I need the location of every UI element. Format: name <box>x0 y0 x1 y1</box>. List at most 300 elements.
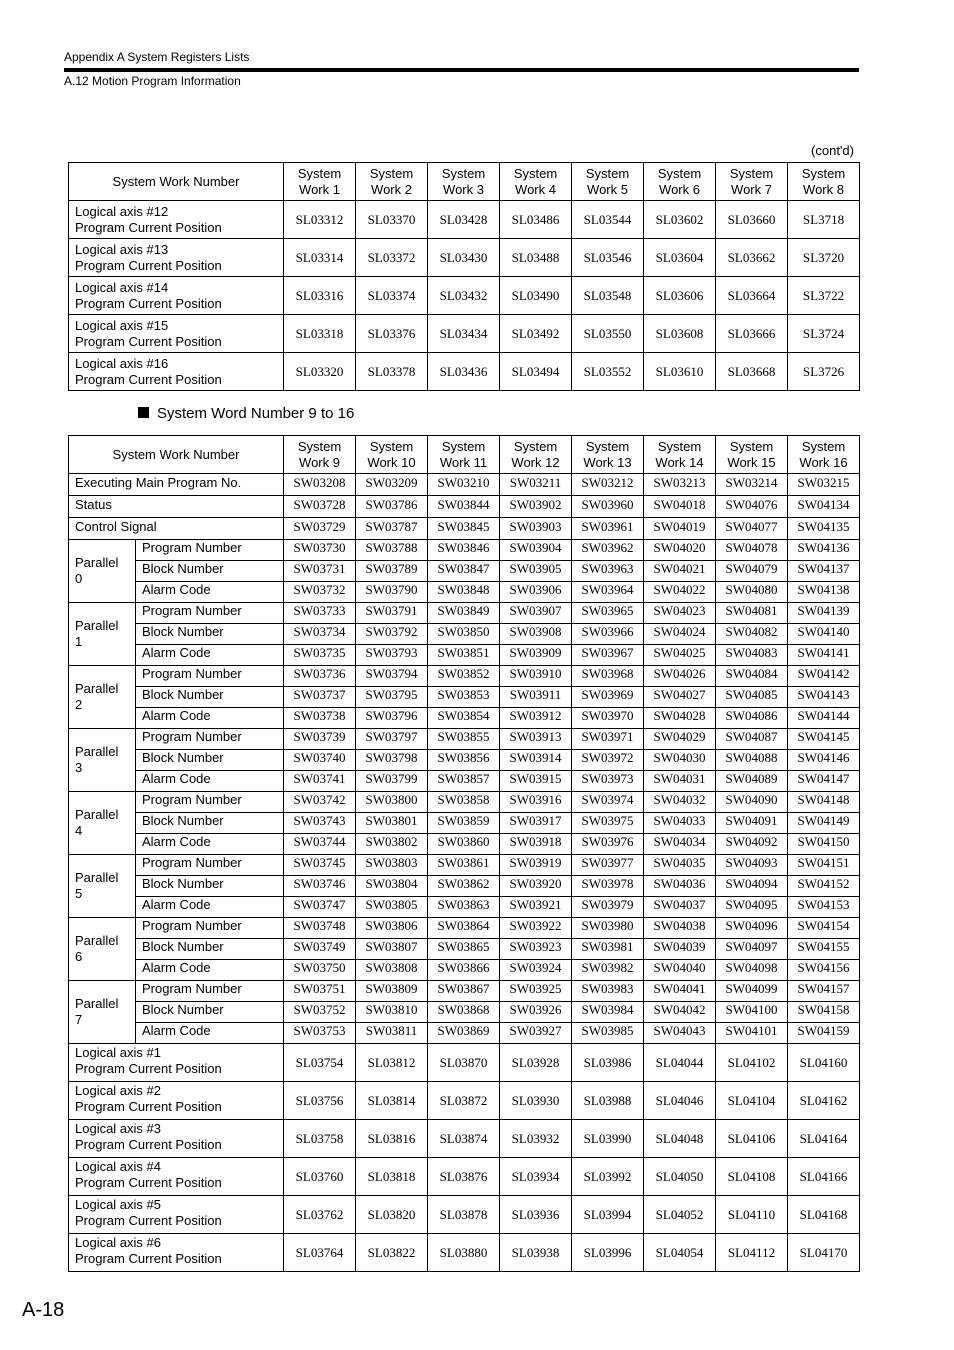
register-cell: SW03750 <box>284 960 356 981</box>
row-label: Block Number <box>136 813 284 834</box>
row-label: Alarm Code <box>136 834 284 855</box>
register-cell: SW04038 <box>644 918 716 939</box>
register-cell: SW04098 <box>716 960 788 981</box>
register-cell: SL03764 <box>284 1234 356 1272</box>
register-cell: SW03910 <box>500 666 572 687</box>
column-header <box>788 163 860 201</box>
register-cell: SW04090 <box>716 792 788 813</box>
register-cell: SW03853 <box>428 687 500 708</box>
column-header-line-2: Work 6 <box>659 181 700 197</box>
register-cell: SL03934 <box>500 1158 572 1196</box>
table-row <box>69 834 860 855</box>
parallel-group-label <box>69 981 136 1044</box>
register-cell: SW04031 <box>644 771 716 792</box>
row-label <box>69 277 284 315</box>
section-heading <box>138 405 354 422</box>
table-row <box>69 518 860 540</box>
register-cell: SW04150 <box>788 834 860 855</box>
register-cell: SW04147 <box>788 771 860 792</box>
column-header-line-2: Work 10 <box>367 454 416 470</box>
register-cell: SW03734 <box>284 624 356 645</box>
register-cell: SL04166 <box>788 1158 860 1196</box>
register-cell: SL03874 <box>428 1120 500 1158</box>
register-cell: SL03434 <box>428 315 500 353</box>
register-cell: SW04027 <box>644 687 716 708</box>
register-cell: SL04108 <box>716 1158 788 1196</box>
table-row <box>69 771 860 792</box>
register-cell: SW03965 <box>572 603 644 624</box>
register-cell: SW04025 <box>644 645 716 666</box>
row-label: Program Number <box>136 666 284 687</box>
register-cell: SW04084 <box>716 666 788 687</box>
register-cell: SW03788 <box>356 540 428 561</box>
register-cell: SW03865 <box>428 939 500 960</box>
register-cell: SW03748 <box>284 918 356 939</box>
register-cell: SL03754 <box>284 1044 356 1082</box>
row-label <box>69 1196 284 1234</box>
row-label: Control Signal <box>69 518 284 540</box>
register-cell: SW03790 <box>356 582 428 603</box>
register-cell: SL03758 <box>284 1120 356 1158</box>
register-cell: SL03544 <box>572 201 644 239</box>
register-cell: SW03972 <box>572 750 644 771</box>
column-header <box>500 436 572 474</box>
register-cell: SL03316 <box>284 277 356 315</box>
register-cell: SW03789 <box>356 561 428 582</box>
register-cell: SL03372 <box>356 239 428 277</box>
column-header-line-1: System <box>441 438 486 454</box>
row-label-line-2: Program Current Position <box>75 1099 222 1114</box>
row-label-line-1: Logical axis #14 <box>75 279 169 295</box>
row-label-line-1: Logical axis #12 <box>75 203 169 219</box>
register-cell: SW04145 <box>788 729 860 750</box>
column-header-line-2: Work 11 <box>439 454 488 470</box>
register-cell: SW03796 <box>356 708 428 729</box>
register-cell: SW03867 <box>428 981 500 1002</box>
register-cell: SW03797 <box>356 729 428 750</box>
column-header-line-2: Work 1 <box>299 181 340 197</box>
register-cell: SW04042 <box>644 1002 716 1023</box>
register-cell: SL03822 <box>356 1234 428 1272</box>
register-cell: SW03811 <box>356 1023 428 1044</box>
register-cell: SW04079 <box>716 561 788 582</box>
column-header <box>716 163 788 201</box>
register-cell: SL03872 <box>428 1082 500 1120</box>
column-header-line-2: Work 3 <box>443 181 484 197</box>
register-cell: SW04153 <box>788 897 860 918</box>
register-cell: SL03880 <box>428 1234 500 1272</box>
register-cell: SW04096 <box>716 918 788 939</box>
register-cell: SW04146 <box>788 750 860 771</box>
column-header <box>572 163 644 201</box>
column-header <box>356 163 428 201</box>
register-cell: SW03795 <box>356 687 428 708</box>
column-header-line-1: System <box>585 165 630 181</box>
register-cell: SW04159 <box>788 1023 860 1044</box>
register-cell: SL03992 <box>572 1158 644 1196</box>
corner-header: System Work Number <box>69 436 284 474</box>
table-header-row <box>69 436 860 474</box>
table-row <box>69 582 860 603</box>
register-cell: SW04097 <box>716 939 788 960</box>
register-cell: SW04141 <box>788 645 860 666</box>
table-row <box>69 353 860 391</box>
register-cell: SL03664 <box>716 277 788 315</box>
row-label: Alarm Code <box>136 771 284 792</box>
column-header-line-1: System <box>657 438 702 454</box>
register-cell: SL3722 <box>788 277 860 315</box>
row-label: Block Number <box>136 939 284 960</box>
row-label: Block Number <box>136 687 284 708</box>
row-label: Program Number <box>136 540 284 561</box>
register-cell: SL03318 <box>284 315 356 353</box>
bullet-square-icon <box>138 407 149 418</box>
register-cell: SW03210 <box>428 474 500 496</box>
table-row <box>69 939 860 960</box>
header-rule <box>64 68 859 72</box>
register-cell: SW04076 <box>716 496 788 518</box>
register-cell: SW03752 <box>284 1002 356 1023</box>
column-header <box>428 436 500 474</box>
parallel-group-label-line-1: Parallel <box>75 933 119 948</box>
register-cell: SL03608 <box>644 315 716 353</box>
register-cell: SL03602 <box>644 201 716 239</box>
register-cell: SL03928 <box>500 1044 572 1082</box>
register-cell: SW04135 <box>788 518 860 540</box>
column-header-line-2: Work 13 <box>583 454 632 470</box>
register-cell: SW04022 <box>644 582 716 603</box>
column-header-line-2: Work 2 <box>371 181 412 197</box>
register-cell: SW03974 <box>572 792 644 813</box>
column-header <box>716 436 788 474</box>
chapter-header: Appendix A System Registers Lists <box>64 50 250 64</box>
register-cell: SW04093 <box>716 855 788 876</box>
register-cell: SW03985 <box>572 1023 644 1044</box>
register-cell: SW03793 <box>356 645 428 666</box>
register-cell: SL03986 <box>572 1044 644 1082</box>
register-cell: SW03918 <box>500 834 572 855</box>
register-cell: SL03488 <box>500 239 572 277</box>
register-cell: SL04168 <box>788 1196 860 1234</box>
column-header-line-1: System <box>657 165 702 181</box>
table-row <box>69 540 860 561</box>
register-cell: SW03962 <box>572 540 644 561</box>
page-number: A-18 <box>22 1299 65 1321</box>
register-cell: SW03960 <box>572 496 644 518</box>
register-cell: SW03732 <box>284 582 356 603</box>
register-cell: SL03548 <box>572 277 644 315</box>
register-cell: SL03436 <box>428 353 500 391</box>
register-cell: SW03753 <box>284 1023 356 1044</box>
register-cell: SW03969 <box>572 687 644 708</box>
register-cell: SL03760 <box>284 1158 356 1196</box>
register-cell: SL03378 <box>356 353 428 391</box>
parallel-group-label-line-1: Parallel <box>75 681 119 696</box>
column-header-line-1: System <box>729 438 774 454</box>
row-label-line-2: Program Current Position <box>75 1251 222 1266</box>
register-cell: SL03486 <box>500 201 572 239</box>
register-cell: SL3720 <box>788 239 860 277</box>
parallel-group-label-line-2: 7 <box>75 1012 83 1027</box>
register-cell: SW03857 <box>428 771 500 792</box>
row-label-line-2: Program Current Position <box>75 219 222 235</box>
register-cell: SW03859 <box>428 813 500 834</box>
corner-header: System Work Number <box>69 163 284 201</box>
register-cell: SW03869 <box>428 1023 500 1044</box>
register-cell: SW03923 <box>500 939 572 960</box>
row-label <box>69 201 284 239</box>
register-cell: SW03912 <box>500 708 572 729</box>
register-cell: SW03806 <box>356 918 428 939</box>
register-cell: SW03905 <box>500 561 572 582</box>
row-label: Alarm Code <box>136 708 284 729</box>
table-row <box>69 1023 860 1044</box>
row-label: Alarm Code <box>136 897 284 918</box>
register-cell: SL04110 <box>716 1196 788 1234</box>
register-cell: SL03814 <box>356 1082 428 1120</box>
column-header-line-2: Work 14 <box>655 454 704 470</box>
register-cell: SW04139 <box>788 603 860 624</box>
register-cell: SW04152 <box>788 876 860 897</box>
register-cell: SW03922 <box>500 918 572 939</box>
row-label-line-2: Program Current Position <box>75 1175 222 1190</box>
row-label: Status <box>69 496 284 518</box>
column-header-line-1: System <box>513 438 558 454</box>
parallel-group-label <box>69 540 136 603</box>
register-cell: SW03787 <box>356 518 428 540</box>
column-header-line-2: Work 7 <box>731 181 772 197</box>
row-label-line-2: Program Current Position <box>75 1137 222 1152</box>
register-cell: SW03908 <box>500 624 572 645</box>
register-cell: SW03904 <box>500 540 572 561</box>
register-cell: SW03805 <box>356 897 428 918</box>
row-label: Alarm Code <box>136 582 284 603</box>
register-cell: SW03736 <box>284 666 356 687</box>
register-cell: SW03854 <box>428 708 500 729</box>
register-cell: SW03916 <box>500 792 572 813</box>
register-cell: SW04086 <box>716 708 788 729</box>
register-cell: SL03606 <box>644 277 716 315</box>
table-row <box>69 474 860 496</box>
parallel-group-label-line-1: Parallel <box>75 744 119 759</box>
column-header-line-2: Work 4 <box>515 181 556 197</box>
register-cell: SL03432 <box>428 277 500 315</box>
register-cell: SL03374 <box>356 277 428 315</box>
column-header <box>428 163 500 201</box>
register-cell: SW03975 <box>572 813 644 834</box>
register-cell: SL3718 <box>788 201 860 239</box>
column-header-line-2: Work 16 <box>799 454 848 470</box>
register-cell: SL03756 <box>284 1082 356 1120</box>
register-cell: SW03977 <box>572 855 644 876</box>
register-cell: SW03907 <box>500 603 572 624</box>
register-cell: SL03762 <box>284 1196 356 1234</box>
row-label: Block Number <box>136 876 284 897</box>
register-cell: SW03211 <box>500 474 572 496</box>
register-cell: SL04052 <box>644 1196 716 1234</box>
register-cell: SW03215 <box>788 474 860 496</box>
row-label-line-1: Logical axis #16 <box>75 355 169 371</box>
register-cell: SW04148 <box>788 792 860 813</box>
register-cell: SW03792 <box>356 624 428 645</box>
register-cell: SW03738 <box>284 708 356 729</box>
table-row <box>69 1196 860 1234</box>
table-row <box>69 315 860 353</box>
register-cell: SW03212 <box>572 474 644 496</box>
register-cell: SL03312 <box>284 201 356 239</box>
register-cell: SW04028 <box>644 708 716 729</box>
register-cell: SW03909 <box>500 645 572 666</box>
parallel-group-label-line-2: 2 <box>75 697 83 712</box>
register-cell: SW04077 <box>716 518 788 540</box>
register-cell: SW04032 <box>644 792 716 813</box>
register-cell: SW03740 <box>284 750 356 771</box>
table-row <box>69 855 860 876</box>
register-cell: SW03906 <box>500 582 572 603</box>
parallel-group-label <box>69 792 136 855</box>
register-cell: SL03376 <box>356 315 428 353</box>
register-cell: SW03845 <box>428 518 500 540</box>
register-cell: SW04021 <box>644 561 716 582</box>
register-cell: SW03963 <box>572 561 644 582</box>
register-cell: SW04143 <box>788 687 860 708</box>
register-cell: SW03979 <box>572 897 644 918</box>
register-cell: SL03994 <box>572 1196 644 1234</box>
row-label-line-2: Program Current Position <box>75 257 222 273</box>
table-row <box>69 960 860 981</box>
table-row <box>69 918 860 939</box>
register-cell: SW04029 <box>644 729 716 750</box>
column-header-line-1: System <box>585 438 630 454</box>
table-row <box>69 666 860 687</box>
row-label-line-2: Program Current Position <box>75 371 222 387</box>
register-cell: SW04088 <box>716 750 788 771</box>
table-header-row <box>69 163 860 201</box>
register-cell: SW03729 <box>284 518 356 540</box>
register-cell: SW03861 <box>428 855 500 876</box>
register-cell: SL04112 <box>716 1234 788 1272</box>
table-row <box>69 645 860 666</box>
parallel-group-label <box>69 603 136 666</box>
register-cell: SL03546 <box>572 239 644 277</box>
row-label <box>69 1234 284 1272</box>
column-header-line-1: System <box>369 165 414 181</box>
row-label-line-1: Logical axis #1 <box>75 1045 161 1060</box>
register-cell: SW04018 <box>644 496 716 518</box>
parallel-group-label-line-2: 4 <box>75 823 83 838</box>
parallel-group-label-line-2: 5 <box>75 886 83 901</box>
column-header <box>644 436 716 474</box>
register-cell: SW04140 <box>788 624 860 645</box>
register-cell: SW03851 <box>428 645 500 666</box>
register-cell: SW03980 <box>572 918 644 939</box>
register-cell: SW03804 <box>356 876 428 897</box>
register-cell: SW04085 <box>716 687 788 708</box>
table-row <box>69 876 860 897</box>
register-cell: SL03932 <box>500 1120 572 1158</box>
register-cell: SL03428 <box>428 201 500 239</box>
register-cell: SW03920 <box>500 876 572 897</box>
register-cell: SW03921 <box>500 897 572 918</box>
row-label-line-1: Logical axis #4 <box>75 1159 161 1174</box>
row-label <box>69 353 284 391</box>
column-header-line-1: System <box>441 165 486 181</box>
register-cell: SL03314 <box>284 239 356 277</box>
row-label: Program Number <box>136 603 284 624</box>
row-label-line-2: Program Current Position <box>75 1213 222 1228</box>
table-row <box>69 981 860 1002</box>
register-cell: SW03850 <box>428 624 500 645</box>
register-cell: SW03786 <box>356 496 428 518</box>
column-header-line-2: Work 9 <box>299 454 340 470</box>
register-cell: SL03816 <box>356 1120 428 1158</box>
register-cell: SW03209 <box>356 474 428 496</box>
row-label: Program Number <box>136 792 284 813</box>
table-row <box>69 603 860 624</box>
column-header-line-1: System <box>513 165 558 181</box>
register-cell: SL04162 <box>788 1082 860 1120</box>
register-cell: SW04023 <box>644 603 716 624</box>
register-cell: SW03728 <box>284 496 356 518</box>
register-cell: SW03844 <box>428 496 500 518</box>
column-header-line-1: System <box>297 438 342 454</box>
parallel-group-label-line-1: Parallel <box>75 807 119 822</box>
table-row <box>69 813 860 834</box>
register-cell: SW03213 <box>644 474 716 496</box>
register-cell: SL03604 <box>644 239 716 277</box>
register-cell: SL3724 <box>788 315 860 353</box>
register-cell: SW04156 <box>788 960 860 981</box>
register-cell: SW03855 <box>428 729 500 750</box>
register-cell: SW03966 <box>572 624 644 645</box>
register-cell: SL03662 <box>716 239 788 277</box>
parallel-group-label <box>69 918 136 981</box>
table-row <box>69 239 860 277</box>
register-cell: SW03751 <box>284 981 356 1002</box>
register-cell: SW03791 <box>356 603 428 624</box>
register-cell: SL03938 <box>500 1234 572 1272</box>
register-cell: SW03968 <box>572 666 644 687</box>
register-cell: SW03798 <box>356 750 428 771</box>
register-cell: SW03808 <box>356 960 428 981</box>
register-cell: SW03903 <box>500 518 572 540</box>
row-label: Alarm Code <box>136 1023 284 1044</box>
column-header <box>788 436 860 474</box>
parallel-group-label <box>69 666 136 729</box>
register-cell: SW03976 <box>572 834 644 855</box>
register-cell: SW04040 <box>644 960 716 981</box>
register-cell: SL03320 <box>284 353 356 391</box>
register-cell: SL04054 <box>644 1234 716 1272</box>
register-cell: SW03864 <box>428 918 500 939</box>
register-cell: SL04170 <box>788 1234 860 1272</box>
register-cell: SW04151 <box>788 855 860 876</box>
register-cell: SL04104 <box>716 1082 788 1120</box>
register-cell: SW03915 <box>500 771 572 792</box>
register-cell: SL03812 <box>356 1044 428 1082</box>
register-cell: SL03990 <box>572 1120 644 1158</box>
register-cell: SW03970 <box>572 708 644 729</box>
register-cell: SL03370 <box>356 201 428 239</box>
register-cell: SW03868 <box>428 1002 500 1023</box>
row-label-line-1: Logical axis #2 <box>75 1083 161 1098</box>
register-cell: SW03913 <box>500 729 572 750</box>
register-cell: SW03847 <box>428 561 500 582</box>
row-label <box>69 1082 284 1120</box>
table-row <box>69 708 860 729</box>
register-cell: SW03803 <box>356 855 428 876</box>
row-label: Program Number <box>136 981 284 1002</box>
